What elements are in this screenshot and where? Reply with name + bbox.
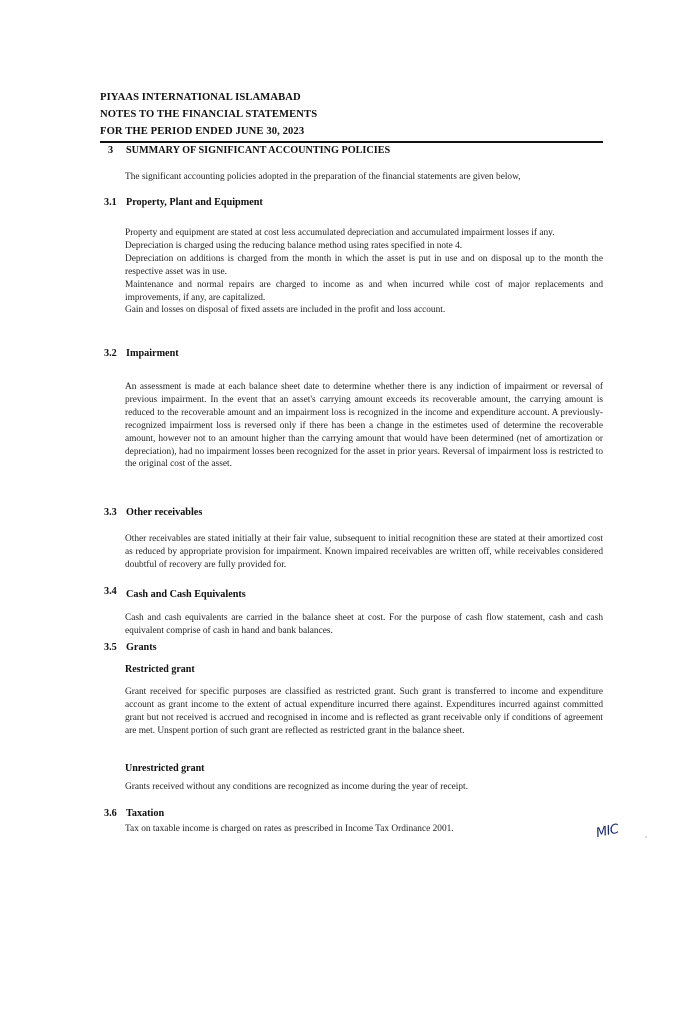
property-paragraph: Gain and losses on disposal of fixed assets are included in the profit and loss account. [125,305,446,316]
subsection-title-property: Property, Plant and Equipment [126,197,263,208]
receivables-policy-text [125,533,603,572]
subsection-title-grants: Grants [126,642,157,653]
period-label: FOR THE PERIOD ENDED JUNE 30, 2023 [100,126,305,137]
subsection-title-cash: Cash and Cash Equivalents [126,589,246,600]
restricted-grant-text: Grant received for specific purposes are classified as restricted grant. Such grant is transferred to income and expenditure account as grant income to the extent of actual expenditure incurred there against. Expenditures incurred against committed grant but not received is accrued and recognised in income and is reflected as grant receivable only if conditions of agreement are met. Unspent portion of such grant are reflected as restricted grant in the balance sheet. [125,687,603,736]
property-paragraph: Maintenance and normal repairs are charged to income as and when incurred while cost of major replacements and improvements, if any, are capitalized. [125,279,603,303]
impairment-policy-text [125,381,603,471]
property-paragraph: Depreciation is charged using the reducing balance method using rates specified in note 4. [125,240,463,251]
handwritten-initials: MIC [594,821,620,842]
taxation-policy-text [125,823,603,836]
impairment-paragraph: An assessment is made at each balance sheet date to determine whether there is any indiction of impairment or reversal of previous impairment. In the event that an asset's carrying amount exceeds its recoverable amount, the carrying amount is reduced to the recoverable amount and an impairment loss is recognized in the income and expenditure account. A previously-recognized impairment loss is reversed only if there has been a change in the estimetes used of determine the recoverable amount, however not to an amount higher than the carrying amount that would have been determined (net of amortization or depreciation), had no impairment losses been recognized for the asset in prior years. Reversal of impairment loss is restricted to the original cost of the asset. [125,382,603,470]
unrestricted-grant-text: Grants received without any conditions are recognized as income during the year of receipt. [125,782,468,792]
subsection-title-impairment: Impairment [126,348,179,359]
scan-speck [645,836,647,838]
section-intro: The significant accounting policies adopted in the preparation of the financial statements are given below, [125,172,521,182]
property-policy-text [125,227,603,317]
receivables-paragraph: Other receivables are stated initially at their fair value, subsequent to initial recognition these are stated at their amortized cost as reduced by appropriate provision for impairment. Known impaired receivables are written off, while receivables considered doubtful of recovery are fully provided for. [125,534,603,570]
restricted-grant-heading: Restricted grant [125,664,195,675]
org-name: PIYAAS INTERNATIONAL ISLAMABAD [100,92,301,103]
section-number: 3 [108,145,114,156]
document-title: NOTES TO THE FINANCIAL STATEMENTS [100,109,318,120]
taxation-paragraph: Tax on taxable income is charged on rates as prescribed in Income Tax Ordinance 2001. [125,824,454,834]
subsection-number-3-1: 3.1 [104,197,117,208]
section-title: SUMMARY OF SIGNIFICANT ACCOUNTING POLICIES [126,145,391,156]
cash-paragraph: Cash and cash equivalents are carried in the balance sheet at cost. For the purpose of cash flow statement, cash and cash equivalent comprise of cash in hand and bank balances. [125,613,603,636]
property-paragraph: Property and equipment are stated at cost less accumulated depreciation and accumulated impairment losses if any. [125,228,555,238]
subsection-number-3-3: 3.3 [104,507,117,518]
cash-policy-text [125,612,603,638]
subsection-number-3-2: 3.2 [104,348,117,359]
property-paragraph: Depreciation on additions is charged from the month in which the asset is put in use and on disposal up to the month the respective asset was in use. [125,253,603,277]
unrestricted-grant-heading: Unrestricted grant [125,763,205,774]
header-rule [100,141,603,143]
subsection-number-3-6: 3.6 [104,808,117,819]
subsection-title-receivables: Other receivables [126,507,203,518]
subsection-number-3-5: 3.5 [104,642,117,653]
subsection-title-taxation: Taxation [126,808,165,819]
subsection-number-3-4: 3.4 [104,586,117,597]
